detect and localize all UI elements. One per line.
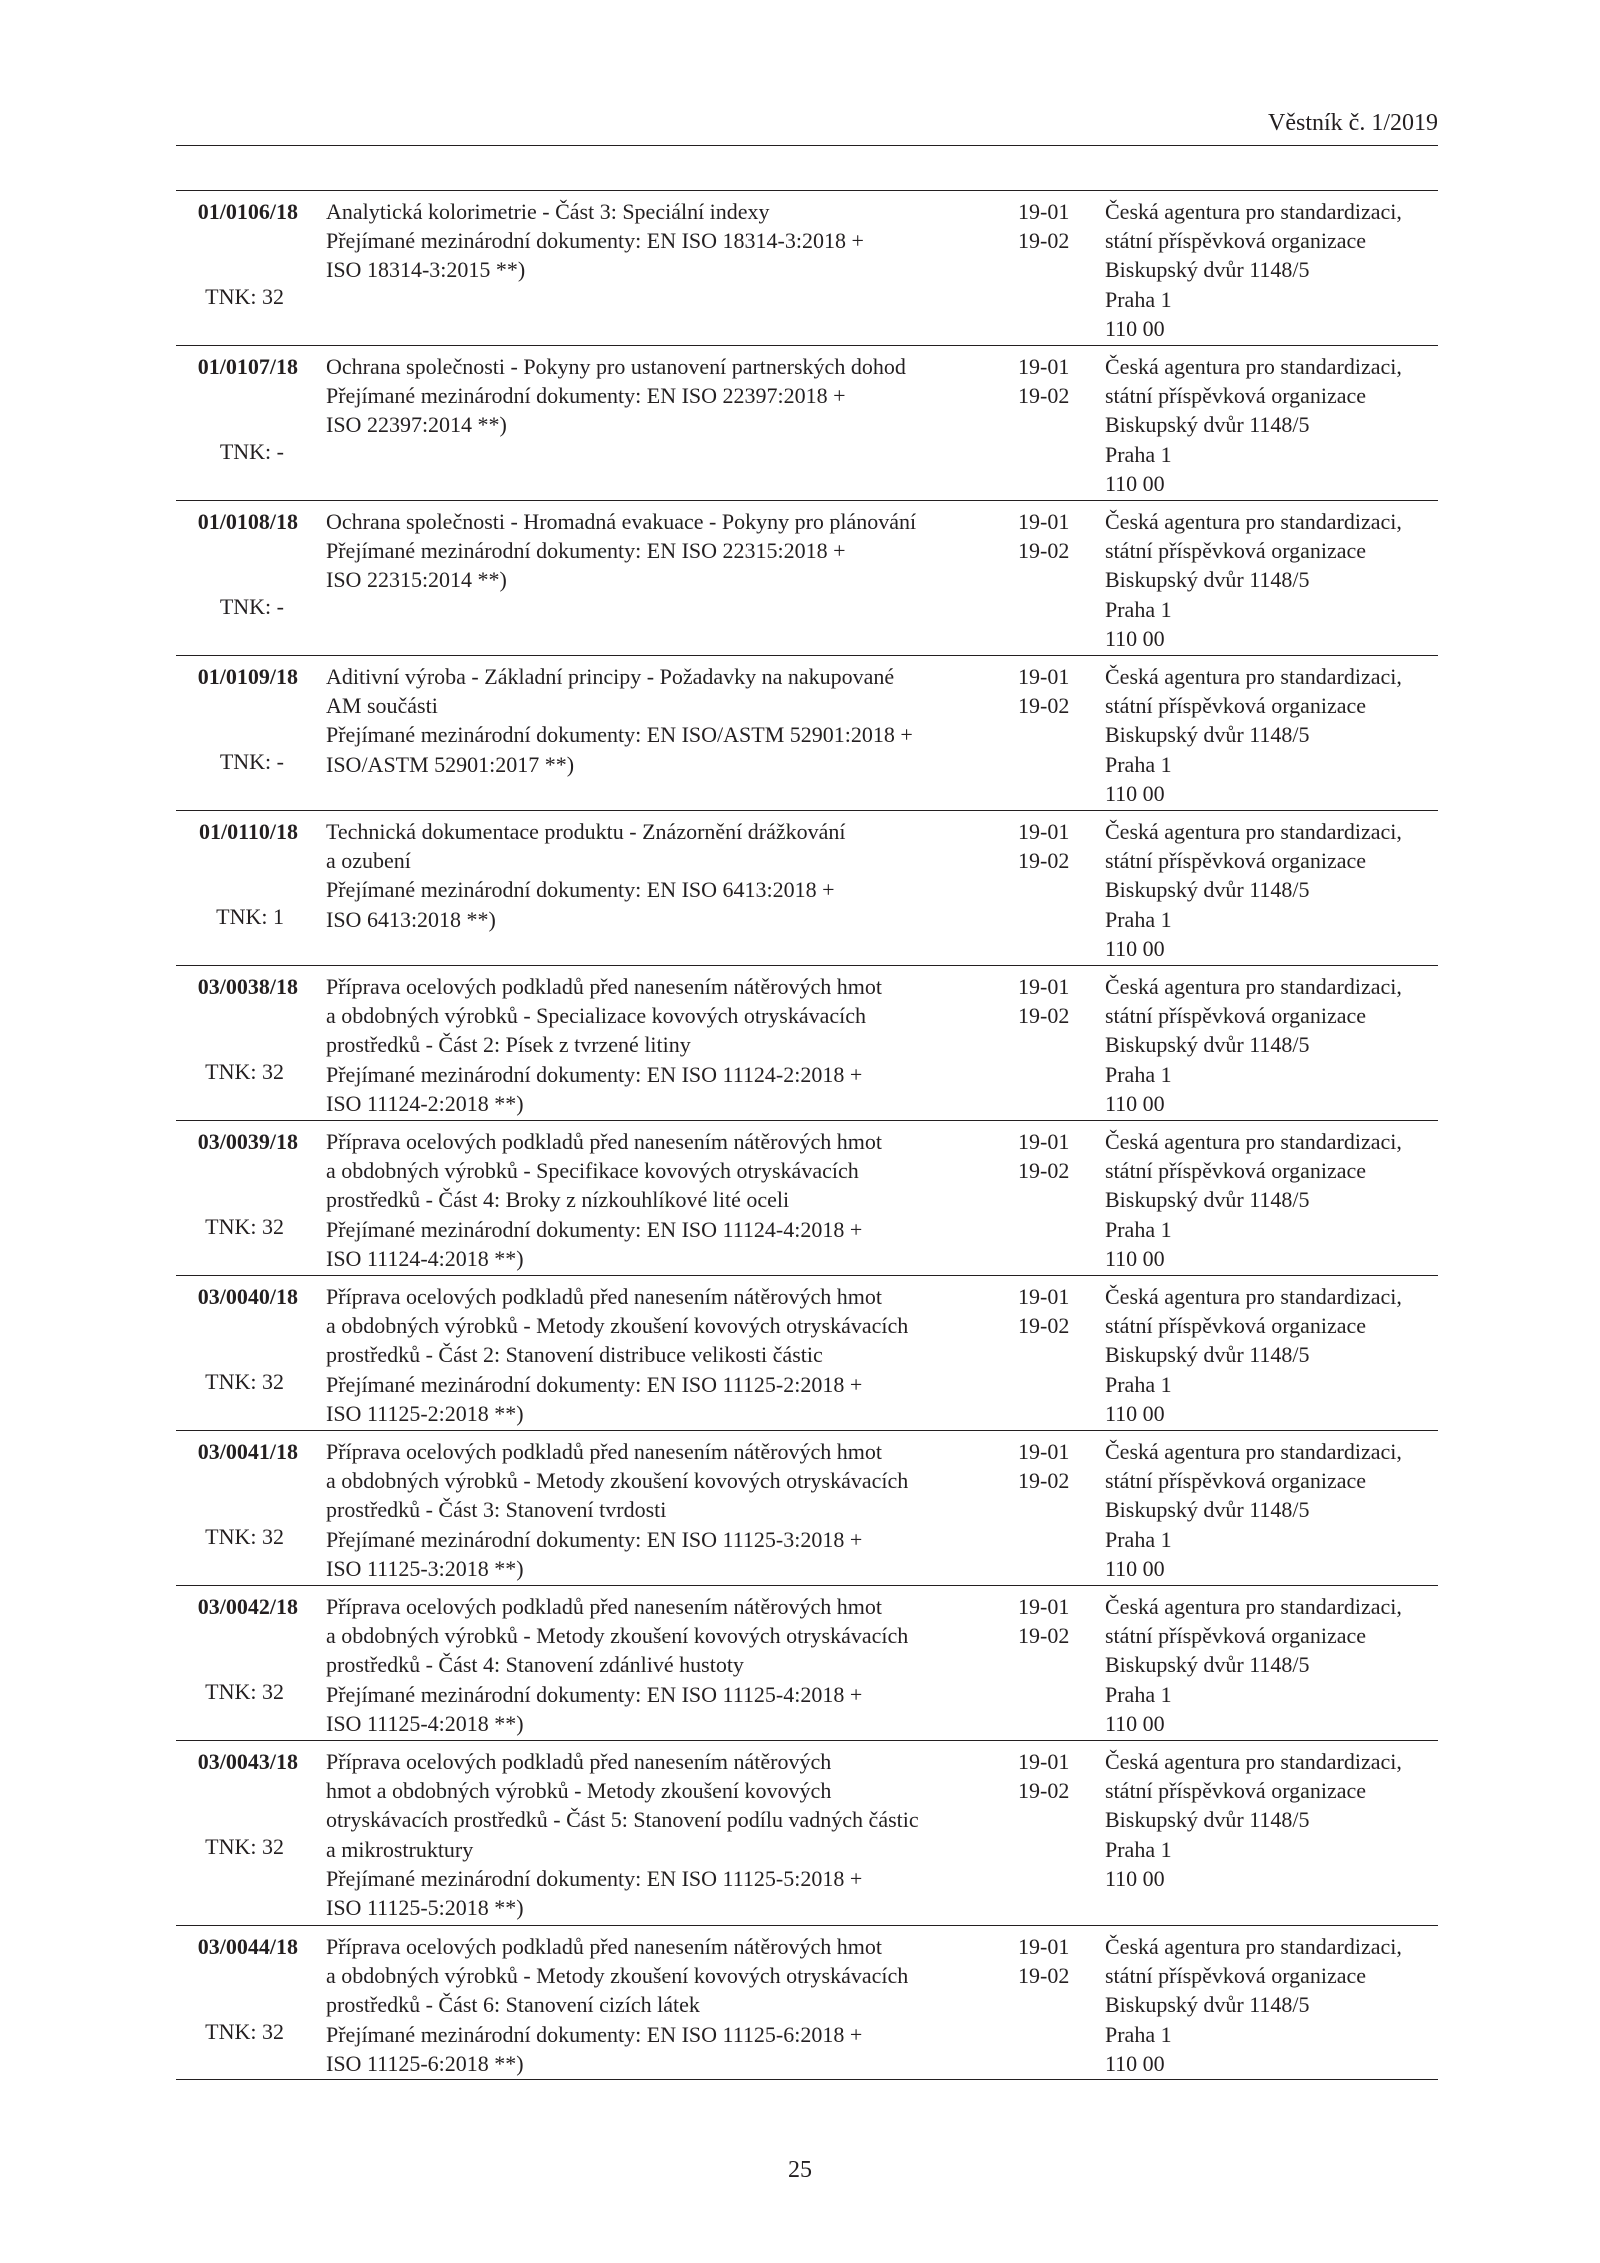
publisher-address <box>1105 662 1438 808</box>
address-line: státní příspěvková organizace <box>1105 1963 1367 1989</box>
entry-number: 01/0109/18 <box>197 664 298 689</box>
title-line: prostředků - Část 4: Stanovení zdánlivé hustoty <box>326 1652 744 1678</box>
date-value: 19-01 <box>1018 354 1070 379</box>
title-line: Přejímané mezinárodní dokumenty: EN ISO/ASTM 52901:2018 + <box>326 722 913 748</box>
address-line: Praha 1 <box>1105 751 1172 777</box>
address-line: 110 00 <box>1105 315 1165 341</box>
title-line: Přejímané mezinárodní dokumenty: EN ISO 11124-2:2018 + <box>326 1061 863 1087</box>
title-line: ISO 11125-6:2018 **) <box>326 2050 524 2076</box>
tnk-label: TNK: - <box>219 749 284 774</box>
address-line: 110 00 <box>1105 470 1165 496</box>
address-line: Biskupský dvůr 1148/5 <box>1105 1187 1310 1213</box>
address-line: Česká agentura pro standardizaci, <box>1105 1129 1402 1154</box>
tnk-label: TNK: 32 <box>205 284 284 309</box>
address-line: 110 00 <box>1105 935 1165 961</box>
title-line: prostředků - Část 3: Stanovení tvrdosti <box>326 1497 667 1523</box>
address-line: Praha 1 <box>1105 906 1172 932</box>
address-line: Česká agentura pro standardizaci, <box>1105 354 1402 379</box>
title-line: otryskávacích prostředků - Část 5: Stanovení podílu vadných částic <box>326 1807 919 1833</box>
date-value: 19-01 <box>1018 664 1070 689</box>
address-line: Biskupský dvůr 1148/5 <box>1105 1342 1310 1368</box>
publisher-address <box>1105 1932 1438 2078</box>
title-line: a mikrostruktury <box>326 1836 474 1862</box>
entry-dates <box>1018 1437 1088 1495</box>
address-line: státní příspěvková organizace <box>1105 1003 1367 1029</box>
address-line: 110 00 <box>1105 1555 1165 1581</box>
date-value: 19-02 <box>1018 383 1070 409</box>
date-value: 19-01 <box>1018 1439 1070 1464</box>
title-line: ISO 11125-5:2018 **) <box>326 1895 524 1921</box>
title-line: Analytická kolorimetrie - Část 3: Speciální indexy <box>326 199 770 224</box>
date-value: 19-02 <box>1018 848 1070 874</box>
entry-dates <box>1018 197 1088 255</box>
date-value: 19-02 <box>1018 1963 1070 1989</box>
date-value: 19-02 <box>1018 228 1070 254</box>
date-value: 19-01 <box>1018 1594 1070 1619</box>
date-value: 19-01 <box>1018 819 1070 844</box>
address-line: Praha 1 <box>1105 1836 1172 1862</box>
address-line: státní příspěvková organizace <box>1105 1158 1367 1184</box>
title-line: ISO 18314-3:2015 **) <box>326 257 526 283</box>
address-line: Praha 1 <box>1105 286 1172 312</box>
entry-dates <box>1018 1282 1088 1340</box>
entry-number: 01/0108/18 <box>197 509 298 534</box>
address-line: Praha 1 <box>1105 441 1172 467</box>
date-value: 19-01 <box>1018 974 1070 999</box>
title-line: a obdobných výrobků - Specializace kovových otryskávacích <box>326 1003 867 1029</box>
entry-dates <box>1018 1747 1088 1805</box>
page-number: 25 <box>788 2157 812 2183</box>
tnk-label: TNK: 32 <box>205 2019 284 2044</box>
entry-number: 03/0043/18 <box>197 1749 298 1774</box>
title-line: hmot a obdobných výrobků - Metody zkoušení kovových <box>326 1778 832 1804</box>
title-line: Přejímané mezinárodní dokumenty: EN ISO 11125-5:2018 + <box>326 1865 863 1891</box>
address-line: 110 00 <box>1105 1090 1165 1116</box>
publisher-address <box>1105 1437 1438 1583</box>
entry-dates <box>1018 1932 1088 1990</box>
title-line: ISO 11125-2:2018 **) <box>326 1400 524 1426</box>
title-line: a obdobných výrobků - Specifikace kovových otryskávacích <box>326 1158 859 1184</box>
publisher-address <box>1105 1592 1438 1738</box>
entry-number: 03/0038/18 <box>197 974 298 999</box>
address-line: 110 00 <box>1105 1245 1165 1271</box>
address-line: státní příspěvková organizace <box>1105 1778 1367 1804</box>
entry-number: 01/0110/18 <box>198 819 298 844</box>
entry-dates <box>1018 817 1088 875</box>
title-line: Ochrana společnosti - Hromadná evakuace - Pokyny pro plánování <box>326 509 917 534</box>
title-line: Přejímané mezinárodní dokumenty: EN ISO 18314-3:2018 + <box>326 228 864 254</box>
address-line: Praha 1 <box>1105 596 1172 622</box>
table-row <box>176 1585 1438 1740</box>
address-line: Biskupský dvůr 1148/5 <box>1105 1992 1310 2018</box>
address-line: státní příspěvková organizace <box>1105 1313 1367 1339</box>
address-line: Česká agentura pro standardizaci, <box>1105 1284 1402 1309</box>
title-line: Přejímané mezinárodní dokumenty: EN ISO 11125-6:2018 + <box>326 2021 863 2047</box>
tnk-label: TNK: - <box>219 439 284 464</box>
title-line: Přejímané mezinárodní dokumenty: EN ISO 6413:2018 + <box>326 877 835 903</box>
address-line: 110 00 <box>1105 625 1165 651</box>
address-line: Biskupský dvůr 1148/5 <box>1105 412 1310 438</box>
date-value: 19-01 <box>1018 509 1070 534</box>
address-line: Biskupský dvůr 1148/5 <box>1105 1032 1310 1058</box>
address-line: státní příspěvková organizace <box>1105 1468 1367 1494</box>
entry-number: 01/0106/18 <box>197 199 298 224</box>
title-line: Příprava ocelových podkladů před nanesením nátěrových hmot <box>326 1934 882 1959</box>
title-line: Příprava ocelových podkladů před nanesením nátěrových <box>326 1749 832 1774</box>
address-line: Česká agentura pro standardizaci, <box>1105 1439 1402 1464</box>
table-row <box>176 1120 1438 1275</box>
address-line: Biskupský dvůr 1148/5 <box>1105 1807 1310 1833</box>
entry-number: 03/0040/18 <box>197 1284 298 1309</box>
tnk-label: TNK: - <box>219 594 284 619</box>
table-row <box>176 965 1438 1120</box>
entry-number: 03/0044/18 <box>197 1934 298 1959</box>
entry-dates <box>1018 352 1088 410</box>
title-line: Příprava ocelových podkladů před nanesením nátěrových hmot <box>326 1284 882 1309</box>
address-line: Biskupský dvůr 1148/5 <box>1105 877 1310 903</box>
table-row <box>176 1740 1438 1925</box>
title-line: Přejímané mezinárodní dokumenty: EN ISO 22315:2018 + <box>326 538 846 564</box>
address-line: Česká agentura pro standardizaci, <box>1105 509 1402 534</box>
tnk-label: TNK: 32 <box>205 1834 284 1859</box>
entry-dates <box>1018 1127 1088 1185</box>
title-line: Příprava ocelových podkladů před nanesením nátěrových hmot <box>326 1439 882 1464</box>
address-line: Biskupský dvůr 1148/5 <box>1105 567 1310 593</box>
title-line: prostředků - Část 2: Stanovení distribuce velikosti částic <box>326 1342 823 1368</box>
title-line: Přejímané mezinárodní dokumenty: EN ISO 11125-3:2018 + <box>326 1526 863 1552</box>
address-line: Praha 1 <box>1105 1526 1172 1552</box>
title-line: ISO 22315:2014 **) <box>326 567 507 593</box>
title-line: Přejímané mezinárodní dokumenty: EN ISO 22397:2018 + <box>326 383 846 409</box>
title-line: Ochrana společnosti - Pokyny pro ustanovení partnerských dohod <box>326 354 906 379</box>
address-line: Česká agentura pro standardizaci, <box>1105 974 1402 999</box>
address-line: 110 00 <box>1105 1400 1165 1426</box>
date-value: 19-02 <box>1018 1158 1070 1184</box>
tnk-label: TNK: 32 <box>205 1214 284 1239</box>
entry-number: 03/0042/18 <box>197 1594 298 1619</box>
title-line: Příprava ocelových podkladů před nanesením nátěrových hmot <box>326 1594 882 1619</box>
title-line: ISO 11124-2:2018 **) <box>326 1090 524 1116</box>
title-line: Přejímané mezinárodní dokumenty: EN ISO 11125-2:2018 + <box>326 1371 863 1397</box>
title-line: ISO 6413:2018 **) <box>326 906 496 932</box>
date-value: 19-02 <box>1018 1778 1070 1804</box>
tnk-label: TNK: 1 <box>216 904 284 929</box>
entry-dates <box>1018 662 1088 720</box>
address-line: Biskupský dvůr 1148/5 <box>1105 1497 1310 1523</box>
table-row <box>176 500 1438 655</box>
address-line: 110 00 <box>1105 2050 1165 2076</box>
title-line: ISO 11125-3:2018 **) <box>326 1555 524 1581</box>
date-value: 19-02 <box>1018 1623 1070 1649</box>
entry-dates <box>1018 507 1088 565</box>
title-line: a ozubení <box>326 848 411 874</box>
title-line: prostředků - Část 2: Písek z tvrzené litiny <box>326 1032 691 1058</box>
address-line: Biskupský dvůr 1148/5 <box>1105 722 1310 748</box>
title-line: ISO/ASTM 52901:2017 **) <box>326 751 575 777</box>
address-line: Česká agentura pro standardizaci, <box>1105 819 1402 844</box>
address-line: Praha 1 <box>1105 1216 1172 1242</box>
address-line: státní příspěvková organizace <box>1105 538 1367 564</box>
table-row <box>176 810 1438 965</box>
table-row <box>176 345 1438 500</box>
address-line: 110 00 <box>1105 780 1165 806</box>
entry-dates <box>1018 972 1088 1030</box>
table-row <box>176 1430 1438 1585</box>
title-line: Aditivní výroba - Základní principy - Požadavky na nakupované <box>326 664 895 689</box>
title-line: ISO 22397:2014 **) <box>326 412 507 438</box>
title-line: ISO 11124-4:2018 **) <box>326 1245 524 1271</box>
title-line: AM součásti <box>326 693 438 719</box>
publisher-address <box>1105 507 1438 653</box>
title-line: ISO 11125-4:2018 **) <box>326 1710 524 1736</box>
date-value: 19-01 <box>1018 1934 1070 1959</box>
title-line: a obdobných výrobků - Metody zkoušení kovových otryskávacích <box>326 1963 909 1989</box>
date-value: 19-02 <box>1018 1003 1070 1029</box>
address-line: státní příspěvková organizace <box>1105 848 1367 874</box>
standards-table <box>176 190 1438 2080</box>
publisher-address <box>1105 1127 1438 1273</box>
address-line: státní příspěvková organizace <box>1105 228 1367 254</box>
date-value: 19-02 <box>1018 693 1070 719</box>
tnk-label: TNK: 32 <box>205 1059 284 1084</box>
tnk-label: TNK: 32 <box>205 1524 284 1549</box>
publisher-address <box>1105 1747 1438 1893</box>
publisher-address <box>1105 352 1438 498</box>
date-value: 19-02 <box>1018 1468 1070 1494</box>
address-line: 110 00 <box>1105 1710 1165 1736</box>
address-line: 110 00 <box>1105 1865 1165 1891</box>
title-line: Příprava ocelových podkladů před nanesením nátěrových hmot <box>326 974 882 999</box>
date-value: 19-01 <box>1018 1284 1070 1309</box>
title-line: a obdobných výrobků - Metody zkoušení kovových otryskávacích <box>326 1313 909 1339</box>
tnk-label: TNK: 32 <box>205 1369 284 1394</box>
publisher-address <box>1105 197 1438 343</box>
address-line: Praha 1 <box>1105 1371 1172 1397</box>
address-line: státní příspěvková organizace <box>1105 1623 1367 1649</box>
address-line: Česká agentura pro standardizaci, <box>1105 1749 1402 1774</box>
title-line: prostředků - Část 4: Broky z nízkouhlíkové lité oceli <box>326 1187 790 1213</box>
journal-header: Věstník č. 1/2019 <box>1268 110 1438 136</box>
title-line: Přejímané mezinárodní dokumenty: EN ISO 11124-4:2018 + <box>326 1216 863 1242</box>
entry-number: 03/0041/18 <box>197 1439 298 1464</box>
table-row <box>176 1925 1438 2080</box>
publisher-address <box>1105 972 1438 1118</box>
address-line: státní příspěvková organizace <box>1105 383 1367 409</box>
address-line: Česká agentura pro standardizaci, <box>1105 199 1402 224</box>
header-rule <box>176 145 1438 146</box>
address-line: Česká agentura pro standardizaci, <box>1105 1934 1402 1959</box>
address-line: Biskupský dvůr 1148/5 <box>1105 1652 1310 1678</box>
entry-dates <box>1018 1592 1088 1650</box>
date-value: 19-02 <box>1018 1313 1070 1339</box>
entry-number: 01/0107/18 <box>197 354 298 379</box>
address-line: Praha 1 <box>1105 1681 1172 1707</box>
address-line: Praha 1 <box>1105 2021 1172 2047</box>
title-line: Technická dokumentace produktu - Znázornění drážkování <box>326 819 846 844</box>
date-value: 19-01 <box>1018 1749 1070 1774</box>
title-line: Přejímané mezinárodní dokumenty: EN ISO 11125-4:2018 + <box>326 1681 863 1707</box>
table-row <box>176 655 1438 810</box>
address-line: státní příspěvková organizace <box>1105 693 1367 719</box>
table-row <box>176 190 1438 345</box>
tnk-label: TNK: 32 <box>205 1679 284 1704</box>
publisher-address <box>1105 817 1438 963</box>
date-value: 19-02 <box>1018 538 1070 564</box>
title-line: prostředků - Část 6: Stanovení cizích látek <box>326 1992 700 2018</box>
date-value: 19-01 <box>1018 1129 1070 1154</box>
title-line: Příprava ocelových podkladů před nanesením nátěrových hmot <box>326 1129 882 1154</box>
address-line: Česká agentura pro standardizaci, <box>1105 1594 1402 1619</box>
address-line: Praha 1 <box>1105 1061 1172 1087</box>
title-line: a obdobných výrobků - Metody zkoušení kovových otryskávacích <box>326 1623 909 1649</box>
title-line: a obdobných výrobků - Metody zkoušení kovových otryskávacích <box>326 1468 909 1494</box>
address-line: Česká agentura pro standardizaci, <box>1105 664 1402 689</box>
date-value: 19-01 <box>1018 199 1070 224</box>
entry-number: 03/0039/18 <box>197 1129 298 1154</box>
table-row <box>176 1275 1438 1430</box>
address-line: Biskupský dvůr 1148/5 <box>1105 257 1310 283</box>
publisher-address <box>1105 1282 1438 1428</box>
